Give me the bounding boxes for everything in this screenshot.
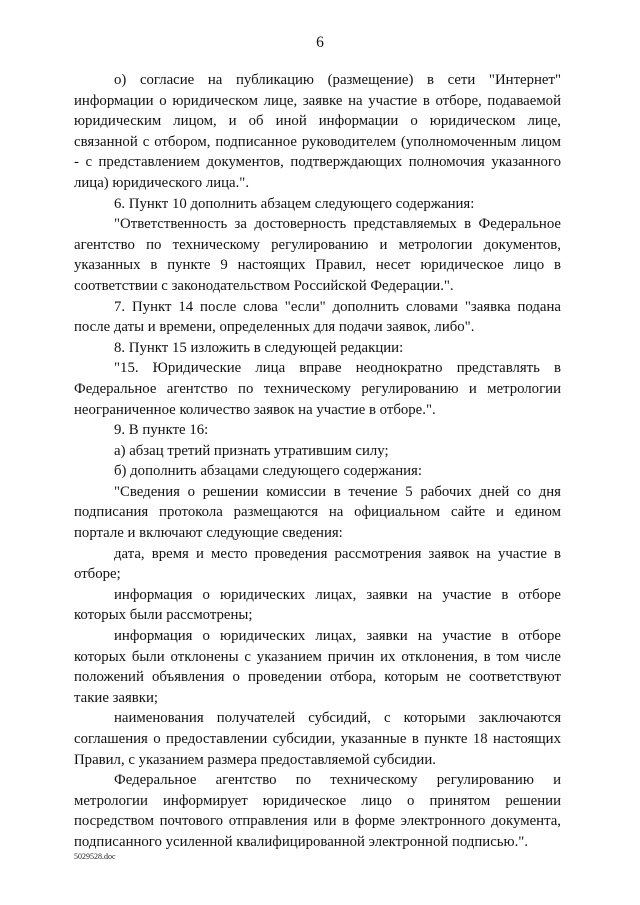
paragraph-item-9-b: б) дополнить абзацами следующего содержания: (114, 463, 422, 480)
paragraph-rejected-applicants: информация о юридических лицах, заявки на участие в отборе которых были отклонены с указанием причин их отклонения, в том числе положений объявления о проведении отбора, которым не соответствуют такие заявки; (74, 628, 561, 706)
paragraph-item-8: 8. Пункт 15 изложить в следующей редакции: (114, 339, 404, 356)
document-body (74, 70, 561, 853)
paragraph-commission-decision: "Сведения о решении комиссии в течение 5 рабочих дней со дня подписания протокола размещаются на официальном сайте и едином портале и включают следующие сведения: (74, 483, 561, 542)
paragraph-item-8-text: "15. Юридические лица вправе неоднократно представлять в Федеральное агентство по техническому регулированию и метрологии неограниченное количество заявок на участие в отборе.". (74, 360, 561, 418)
paragraph-item-7: 7. Пункт 14 после слова "если" дополнить словами "заявка подана после даты и времени, определенных для подачи заявок, либо". (74, 298, 561, 336)
footer-filename: 5029528.doc (74, 852, 116, 861)
paragraph-reviewed-applicants: информация о юридических лицах, заявки на участие в отборе которых были рассмотрены; (74, 586, 561, 624)
paragraph-subsidy-recipients: наименования получателей субсидий, с которыми заключаются соглашения о предоставлении субсидии, указанные в пункте 18 настоящих Правил, с указанием размера предоставляемой субсидии. (74, 710, 561, 768)
paragraph-o-consent: о) согласие на публикацию (размещение) в сети "Интернет" информации о юридическом лице, заявке на участие в отборе, подаваемой юридическим лицом, и об иной информации о юридическом лице, связанной с отбором, подписанное руководителем (уполномоченным лицом - с представлением документов, подтверждающих полномочия указанного лица) юридического лица.". (74, 72, 561, 191)
paragraph-item-9: 9. В пункте 16: (114, 422, 209, 439)
page-number: 6 (316, 34, 324, 51)
paragraph-item-9-a: а) абзац третий признать утратившим силу; (114, 442, 389, 459)
paragraph-item-6-text: "Ответственность за достоверность представляемых в Федеральное агентство по техническому регулированию и метрологии документов, указанных в пункте 9 настоящих Правил, несет юридическое лицо в соответствии с законодательством Российской Федерации.". (74, 216, 561, 294)
paragraph-agency-informs: Федеральное агентство по техническому регулированию и метрологии информирует юридическое лицо о принятом решении посредством почтового отправления или в форме электронного документа, подписанного усиленной квалифицированной электронной подписью.". (74, 772, 561, 850)
paragraph-date-time-place: дата, время и место проведения рассмотрения заявок на участие в отборе; (74, 545, 561, 583)
paragraph-item-6: 6. Пункт 10 дополнить абзацем следующего содержания: (114, 195, 475, 212)
